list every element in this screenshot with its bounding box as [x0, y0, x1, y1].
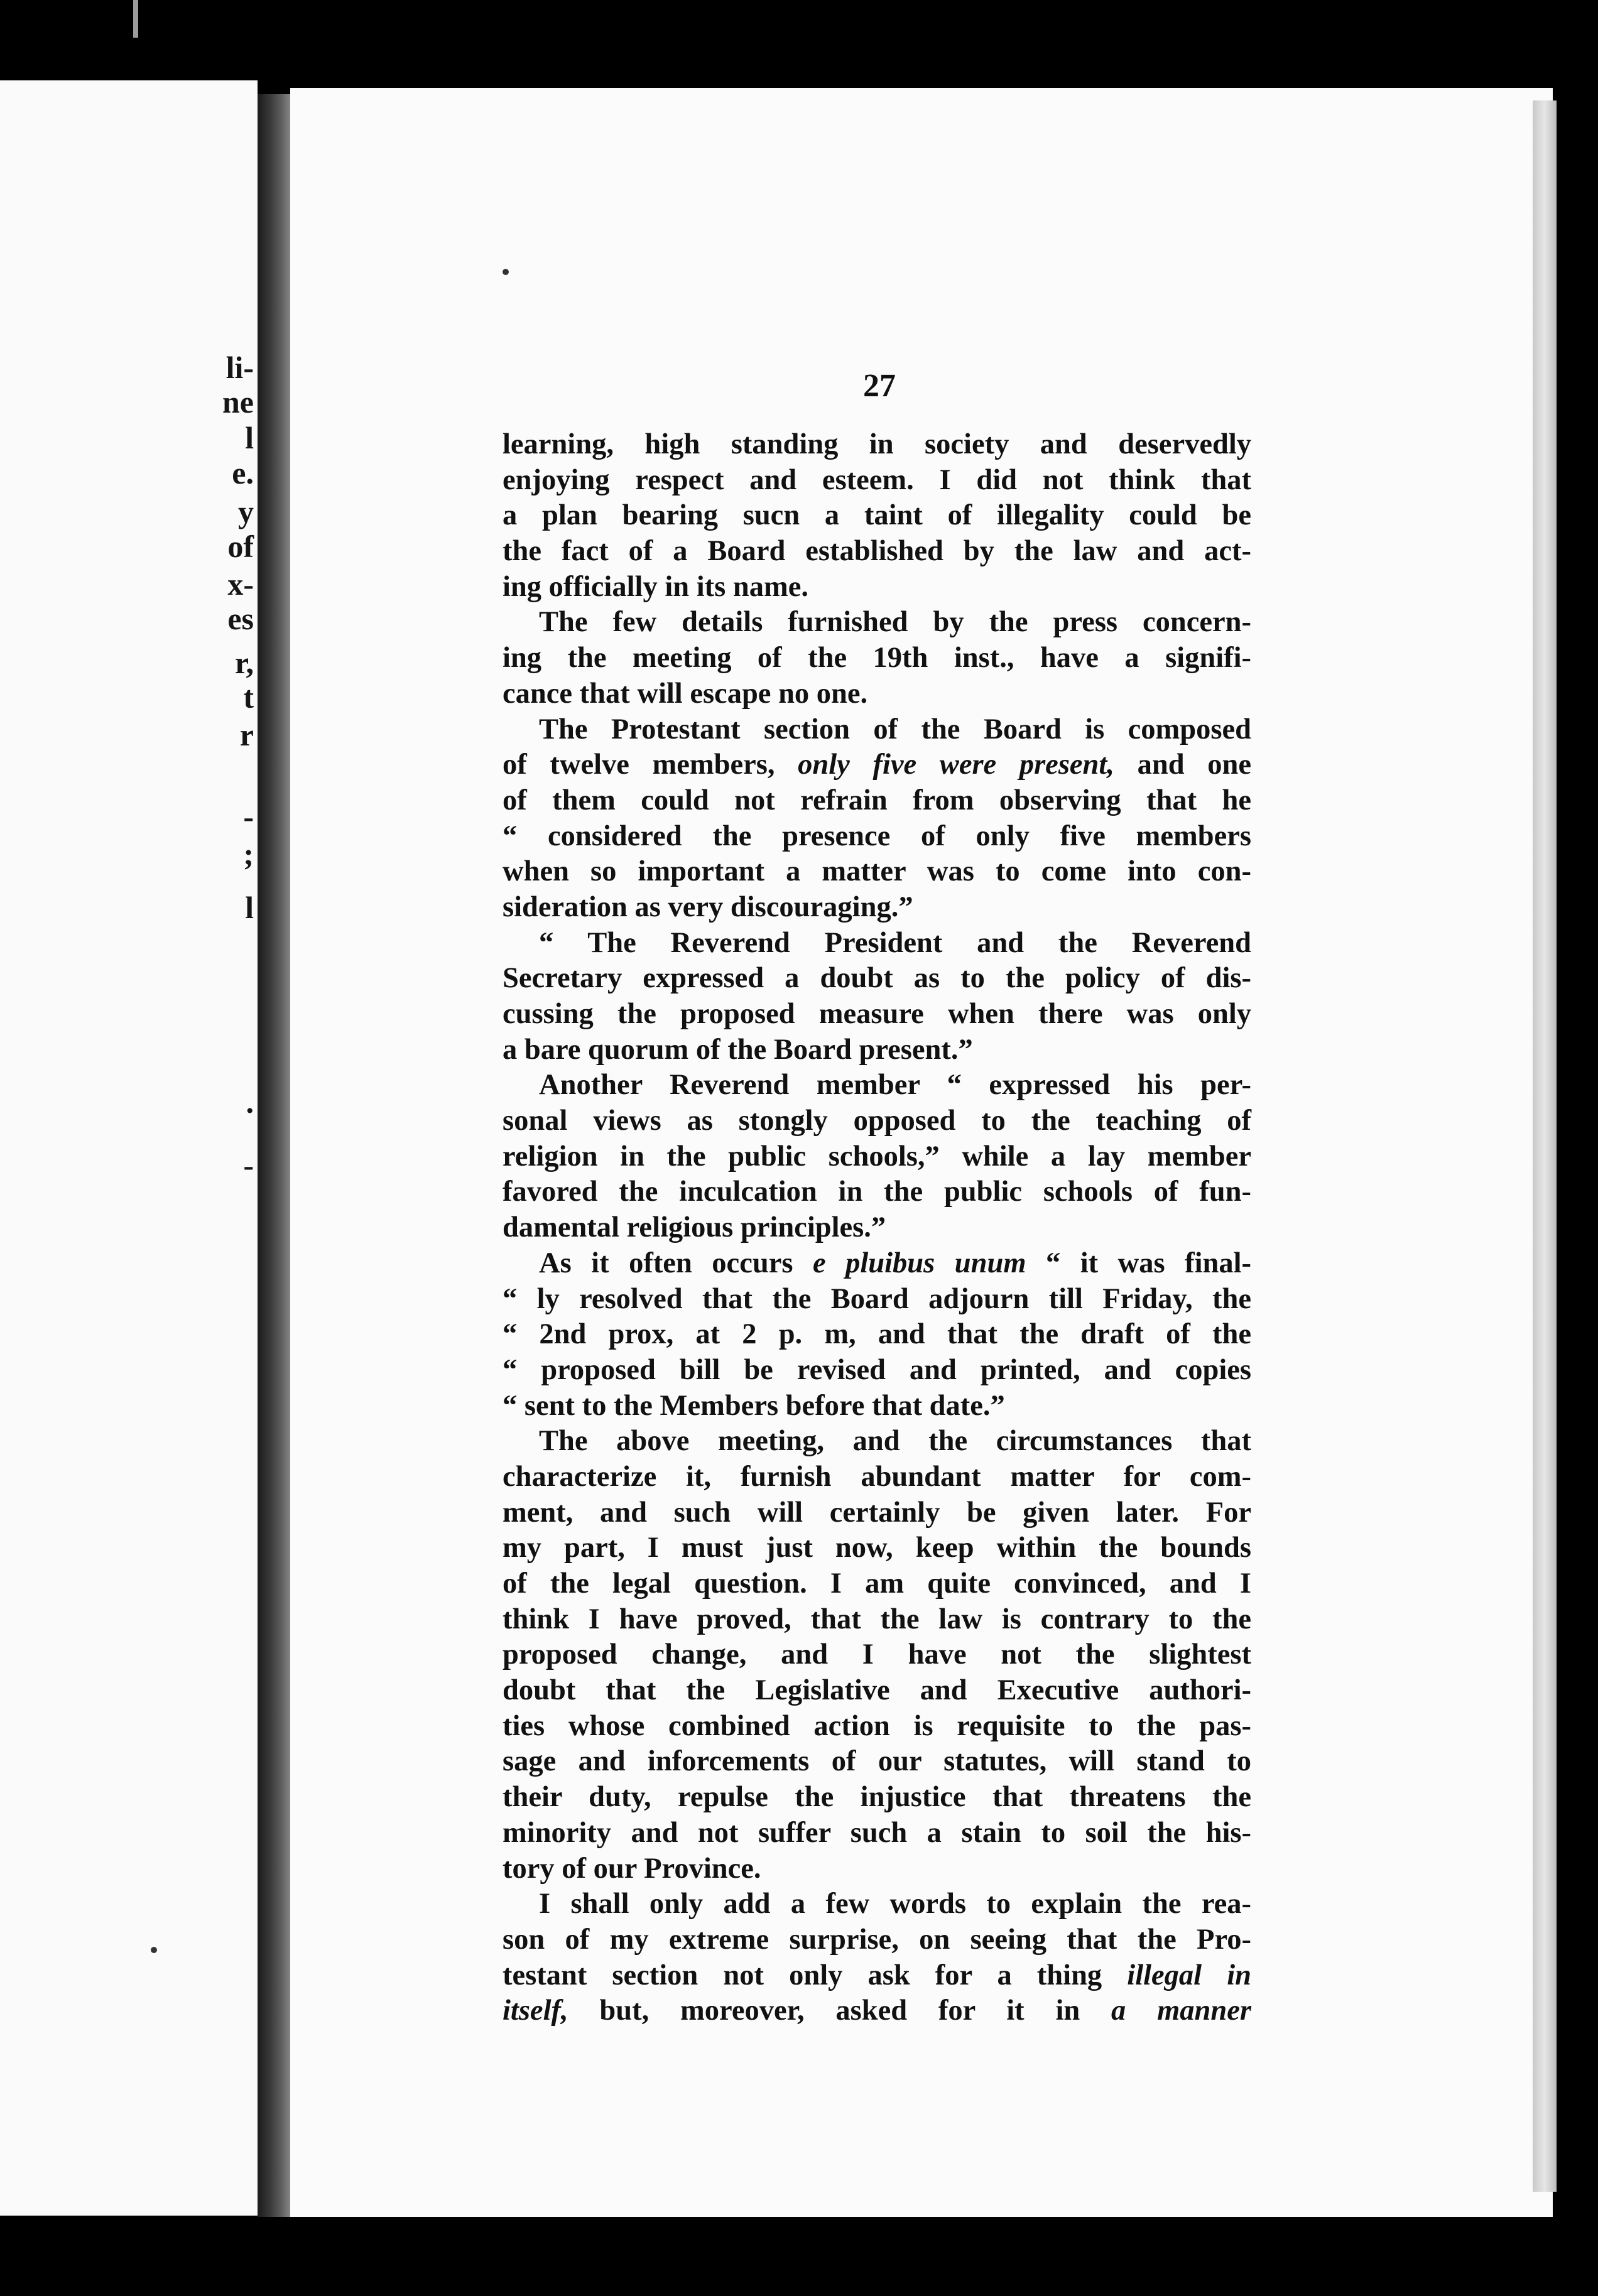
italic-phrase: illegal in: [1127, 1959, 1251, 1991]
text-line: “ considered the presence of only five members: [503, 820, 1251, 852]
italic-phrase: a manner: [1111, 1995, 1251, 2027]
text-line: “ 2nd prox, at 2 p. m, and that the draft of the: [503, 1318, 1251, 1351]
facing-page-fragment: x-: [227, 566, 254, 602]
text-line: [503, 1958, 1251, 1994]
page-number: 27: [863, 368, 896, 404]
text-line: “ The Reverend President and the Reverend: [539, 926, 1251, 959]
book-gutter-shadow: [258, 94, 295, 2217]
text-line: cussing the proposed measure when there was only: [503, 998, 1251, 1030]
text-line: religion in the public schools,” while a lay member: [503, 1140, 1251, 1172]
facing-page-fragment: l: [245, 890, 254, 925]
text-line: of the legal question. I am quite convinced, and I: [503, 1568, 1251, 1600]
text-line: a plan bearing sucn a taint of illegality could be: [503, 499, 1251, 532]
text-line: when so important a matter was to come into con-: [503, 855, 1251, 888]
text-line: “ ly resolved that the Board adjourn till Friday, the: [503, 1282, 1251, 1315]
italic-phrase: e pluibus unum: [812, 1247, 1026, 1279]
text-line: The few details furnished by the press concern-: [539, 606, 1251, 639]
facing-page-fragment: li-: [226, 350, 254, 385]
text-line: [503, 747, 1251, 783]
text-line: learning, high standing in society and deservedly: [503, 428, 1251, 460]
text-run: testant section not only ask for a thing: [503, 1959, 1128, 1991]
speck: [503, 269, 509, 275]
facing-page-fragment: r: [239, 717, 254, 752]
text-line: The above meeting, and the circumstances that: [539, 1425, 1251, 1458]
left-facing-page: [0, 80, 258, 2216]
text-line: doubt that the Legislative and Executive authori-: [503, 1674, 1251, 1707]
facing-page-fragment: r,: [234, 645, 254, 680]
italic-phrase: only five were present,: [798, 749, 1114, 781]
text-run: “ it was final-: [1026, 1247, 1251, 1279]
italic-phrase: itself,: [503, 1995, 568, 2027]
text-line: sage and inforcements of our statutes, will stand to: [503, 1745, 1251, 1778]
facing-page-fragment: t: [243, 680, 254, 715]
facing-page-fragment: ne: [222, 384, 254, 420]
text-line: ties whose combined action is requisite to the pas-: [503, 1709, 1251, 1742]
facing-page-fragment: l: [245, 420, 254, 455]
facing-page-fragment: -: [243, 799, 254, 834]
text-run: of twelve members,: [503, 749, 798, 781]
text-line: of them could not refrain from observing that he: [503, 784, 1251, 816]
text-line: characterize it, furnish abundant matter for com-: [503, 1460, 1251, 1493]
text-line: sonal views as stongly opposed to the teaching of: [503, 1105, 1251, 1137]
text-line: minority and not suffer such a stain to soil the his-: [503, 1816, 1251, 1849]
text-line: “ proposed bill be revised and printed, and copies: [503, 1353, 1251, 1386]
scan-artifact: [133, 0, 138, 38]
text-line: [503, 1993, 1251, 2029]
text-line: son of my extreme surprise, on seeing that the Pro-: [503, 1923, 1251, 1956]
text-line: sideration as very discouraging.”: [503, 891, 913, 923]
text-line: the fact of a Board established by the law and act-: [503, 535, 1251, 568]
text-run: As it often occurs: [539, 1247, 813, 1279]
text-line: Secretary expressed a doubt as to the policy of dis-: [503, 962, 1251, 995]
page-edge: [1533, 100, 1557, 2192]
page-body-text: [503, 427, 1251, 2029]
text-run: but, moreover, asked for it in: [568, 1995, 1112, 2027]
facing-page-fragment: ;: [243, 837, 254, 872]
facing-page-fragment: of: [227, 529, 254, 564]
text-line: ment, and such will certainly be given later. For: [503, 1496, 1251, 1529]
text-line: ing the meeting of the 19th inst., have a signifi-: [503, 642, 1251, 674]
text-line: tory of our Province.: [503, 1852, 761, 1885]
text-line: cance that will escape no one.: [503, 677, 868, 710]
text-line: I shall only add a few words to explain the rea-: [539, 1888, 1251, 1920]
text-line: [503, 1246, 1251, 1282]
speck: [151, 1947, 157, 1953]
facing-page-fragment: .: [246, 1085, 254, 1120]
text-line: The Protestant section of the Board is composed: [539, 713, 1251, 745]
text-run: and one: [1114, 749, 1251, 781]
text-line: Another Reverend member “ expressed his per-: [539, 1069, 1251, 1102]
text-line: my part, I must just now, keep within the bounds: [503, 1532, 1251, 1564]
text-line: ing officially in its name.: [503, 570, 808, 603]
text-line: enjoying respect and esteem. I did not think that: [503, 463, 1251, 496]
facing-page-fragment: es: [227, 601, 254, 636]
text-line: “ sent to the Members before that date.”: [503, 1389, 1005, 1422]
text-line: a bare quorum of the Board present.”: [503, 1033, 973, 1066]
text-line: their duty, repulse the injustice that threatens the: [503, 1781, 1251, 1814]
text-line: proposed change, and I have not the slightest: [503, 1638, 1251, 1671]
text-line: favored the inculcation in the public schools of fun-: [503, 1176, 1251, 1208]
text-line: think I have proved, that the law is contrary to the: [503, 1603, 1251, 1635]
text-line: damental religious principles.”: [503, 1211, 886, 1244]
facing-page-fragment: e.: [232, 455, 254, 490]
facing-page-fragment: -: [243, 1147, 254, 1183]
facing-page-fragment: y: [238, 494, 254, 529]
